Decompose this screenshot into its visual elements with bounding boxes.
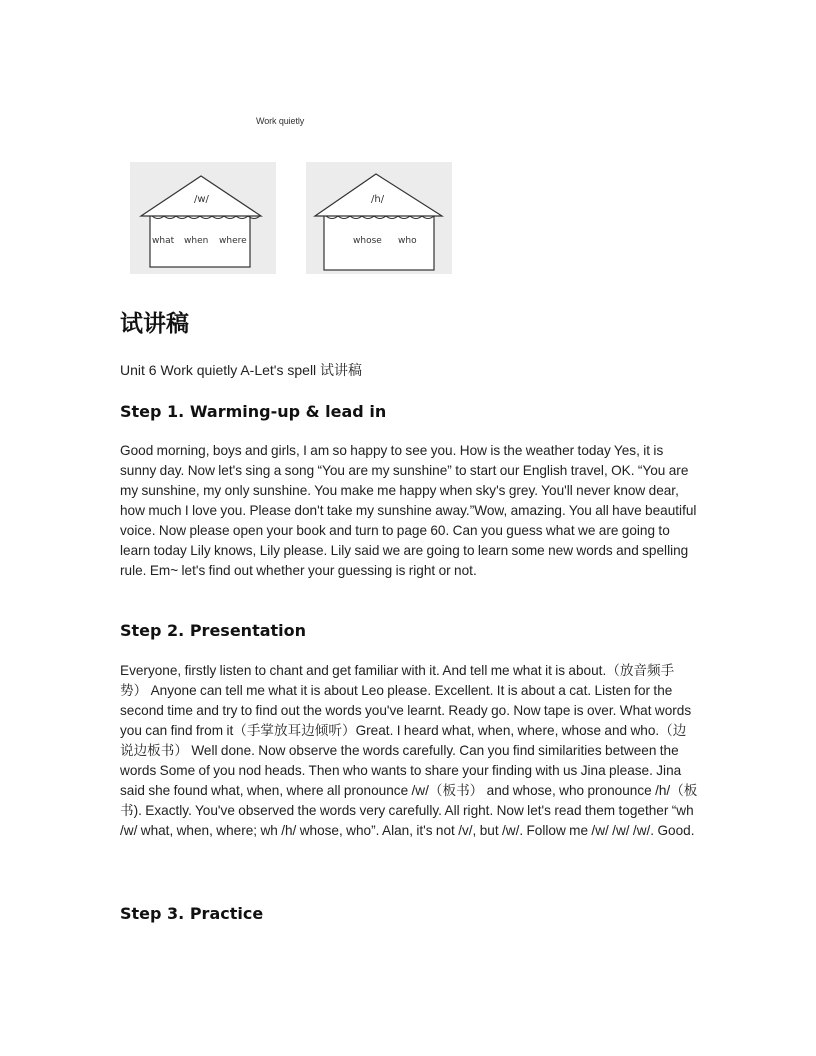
house-diagram-wh-w bbox=[130, 162, 276, 274]
house-word: who bbox=[398, 236, 417, 246]
house-word: whose bbox=[353, 236, 382, 246]
figure-caption: Work quietly bbox=[256, 116, 305, 126]
step-body: Everyone, firstly listen to chant and get familiar with it. And tell me what it is about.（放音频手势） Anyone can tell me what it is about Leo please. Excellent. It is about a cat. Listen for the second time and try to find out the words you've learnt. Ready go. Now tape is over. What words you can find from it（手掌放耳边倾听）Great. I heard what, when, where, whose and who.（边说边板书） Well done. Now observe the words carefully. Can you find similarities between the words Some of you nod heads. Then who wants to share your finding with us Jina please. Jina said she found what, when, where all pronounce /w/（板书） and whose, who pronounce /h/（板书). Exactly. You've observed the words very carefully. All right. Now let's read them together “wh /w/ what, when, where; wh /h/ whose, who”. Alan, it's not /v/, but /w/. Follow me /w/ /w/ /w/. Good. bbox=[120, 663, 698, 838]
house-word: where bbox=[219, 236, 247, 246]
subtitle: Unit 6 Work quietly A-Let's spell 试讲稿 bbox=[120, 362, 363, 378]
house-sound-label: /w/ bbox=[194, 194, 209, 205]
house-word: what bbox=[152, 236, 175, 246]
house-drawing bbox=[130, 162, 276, 274]
step-heading: Step 2. Presentation bbox=[120, 621, 307, 640]
step-heading: Step 1. Warming-up & lead in bbox=[120, 402, 387, 421]
step-heading: Step 3. Practice bbox=[120, 904, 264, 923]
house-word: when bbox=[184, 236, 209, 246]
house-sound-label: /h/ bbox=[371, 194, 385, 205]
page-title: 试讲稿 bbox=[120, 311, 189, 337]
step-body: Good morning, boys and girls, I am so happy to see you. How is the weather today Yes, it is sunny day. Now let's sing a song “You are my sunshine” to start our English travel, OK. “You are my sunshine, my only sunshine. You make me happy when sky's grey. You'll never know dear, how much I love you. Please don't take my sunshine away.”Wow, amazing. You all have beautiful voice. Now please open your book and turn to page 60. Can you guess what we are going to learn today Lily knows, Lily please. Lily said we are going to learn some new words and spelling rule. Em~ let's find out whether your guessing is right or not. bbox=[120, 443, 697, 578]
house-diagram-wh-h bbox=[306, 162, 452, 274]
house-drawing bbox=[306, 162, 452, 274]
